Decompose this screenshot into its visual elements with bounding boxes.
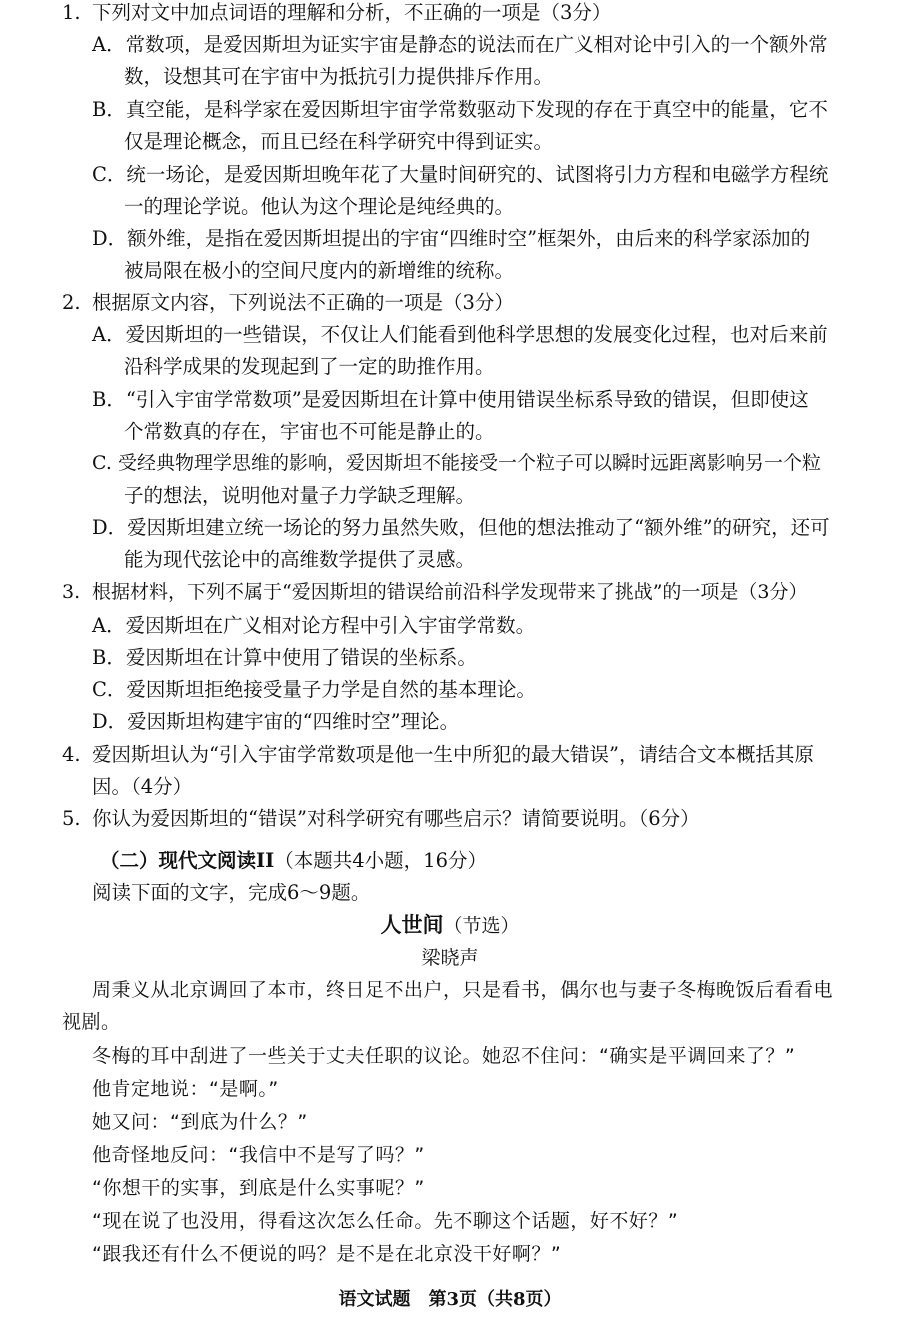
q2-option-a-cont: 沿科学成果的发现起到了一定的助推作用。 xyxy=(124,355,495,378)
q1-option-a-cont: 数，设想其可在宇宙中为抵抗引力提供排斥作用。 xyxy=(124,65,554,88)
question-1-stem xyxy=(62,0,862,29)
q2-option-b: B．“引入宇宙学常数项”是爱因斯坦在计算中使用错误坐标系导致的错误，但即使这 xyxy=(92,388,809,411)
question-text: 下列对文中加点词语的理解和分析，不正确的一项是（3分） xyxy=(92,1,612,24)
story-paragraph-6: “你想干的实事，到底是什么实事呢？” xyxy=(92,1177,425,1199)
q3-option-b: B．爱因斯坦在计算中使用了错误的坐标系。 xyxy=(92,646,477,669)
q1-option-a: A．常数项，是爱因斯坦为证实宇宙是静态的说法而在广义相对论中引入的一个额外常 xyxy=(92,33,828,56)
q1-option-d: D．额外维，是指在爱因斯坦提出的宇宙“四维时空”框架外，由后来的科学家添加的 xyxy=(92,227,811,250)
question-number: 1. xyxy=(62,1,81,24)
section-instruction: 阅读下面的文字，完成6～9题。 xyxy=(92,881,371,904)
section-title: （二）现代文阅读II xyxy=(100,849,275,872)
story-paragraph-4: 她又问：“到底为什么？” xyxy=(92,1111,308,1133)
page-footer: 语文试题 第3页（共8页） xyxy=(338,1289,562,1310)
question-number: 3. xyxy=(62,581,81,603)
q3-option-d: D．爱因斯坦构建宇宙的“四维时空”理论。 xyxy=(92,710,460,733)
q2-option-c-cont: 子的想法，说明他对量子力学缺乏理解。 xyxy=(124,484,476,507)
story-paragraph-3: 他肯定地说：“是啊。” xyxy=(92,1078,279,1100)
story-paragraph-7: “现在说了也没用，得看这次怎么任命。先不聊这个话题，好不好？” xyxy=(92,1210,679,1232)
section-heading xyxy=(100,844,487,877)
story-title xyxy=(0,908,900,943)
question-text: 你认为爱因斯坦的“错误”对科学研究有哪些启示？请简要说明。（6分） xyxy=(92,807,700,830)
q1-option-b: B．真空能，是科学家在爱因斯坦宇宙学常数驱动下发现的存在于真空中的能量，它不 xyxy=(92,98,828,121)
q2-option-d-cont: 能为现代弦论中的高维数学提供了灵感。 xyxy=(124,548,476,571)
question-number: 2. xyxy=(62,291,81,314)
q1-option-c-cont: 一的理论学说。他认为这个理论是纯经典的。 xyxy=(124,195,515,218)
question-2-stem xyxy=(62,286,862,319)
q2-option-b-cont: 个常数真的存在，宇宙也不可能是静止的。 xyxy=(124,420,495,443)
story-title-text: 人世间 xyxy=(380,912,444,937)
q1-option-b-cont: 仅是理论概念，而且已经在科学研究中得到证实。 xyxy=(124,130,554,153)
q1-option-d-cont: 被局限在极小的空间尺度内的新增维的统称。 xyxy=(124,259,515,282)
story-title-note: （节选） xyxy=(443,915,520,937)
section-note: （本题共4小题，16分） xyxy=(274,849,487,872)
story-author: 梁晓声 xyxy=(421,947,479,969)
story-paragraph-1: 周秉义从北京调回了本市，终日足不出户，只是看书，偶尔也与妻子冬梅晚饭后看看电 xyxy=(92,979,834,1001)
question-number: 5. xyxy=(62,807,81,830)
question-5-stem xyxy=(62,802,862,835)
question-text: 根据原文内容，下列说法不正确的一项是（3分） xyxy=(92,291,514,314)
q3-option-c: C．爱因斯坦拒绝接受量子力学是自然的基本理论。 xyxy=(92,678,536,701)
q2-option-a: A．爱因斯坦的一些错误，不仅让人们能看到他科学思想的发展变化过程，也对后来前 xyxy=(92,323,828,346)
story-paragraph-5: 他奇怪地反问：“我信中不是写了吗？” xyxy=(92,1144,425,1166)
story-paragraph-2: 冬梅的耳中刮进了一些关于丈夫任职的议论。她忍不住问：“确实是平调回来了？” xyxy=(92,1045,796,1067)
question-4-cont: 因。（4分） xyxy=(92,775,193,798)
question-3-stem xyxy=(62,576,862,609)
q1-option-c: C．统一场论，是爱因斯坦晚年花了大量时间研究的、试图将引力方程和电磁学方程统 xyxy=(92,163,829,186)
question-text: 根据材料，下列不属于“爱因斯坦的错误给前沿科学发现带来了挑战”的一项是（3分） xyxy=(92,581,808,603)
story-paragraph-8: “跟我还有什么不便说的吗？是不是在北京没干好啊？” xyxy=(92,1243,562,1265)
q3-option-a: A．爱因斯坦在广义相对论方程中引入宇宙学常数。 xyxy=(92,614,536,637)
q2-option-d: D．爱因斯坦建立统一场论的努力虽然失败，但他的想法推动了“额外维”的研究，还可 xyxy=(92,516,830,539)
question-number: 4. xyxy=(62,743,81,766)
q2-option-c: C. 受经典物理学思维的影响，爱因斯坦不能接受一个粒子可以瞬时远距离影响另一个粒 xyxy=(92,452,821,474)
story-paragraph-1-cont: 视剧。 xyxy=(62,1011,121,1033)
question-text: 爱因斯坦认为“引入宇宙学常数项是他一生中所犯的最大错误”，请结合文本概括其原 xyxy=(92,743,814,766)
question-4-stem xyxy=(62,738,862,771)
